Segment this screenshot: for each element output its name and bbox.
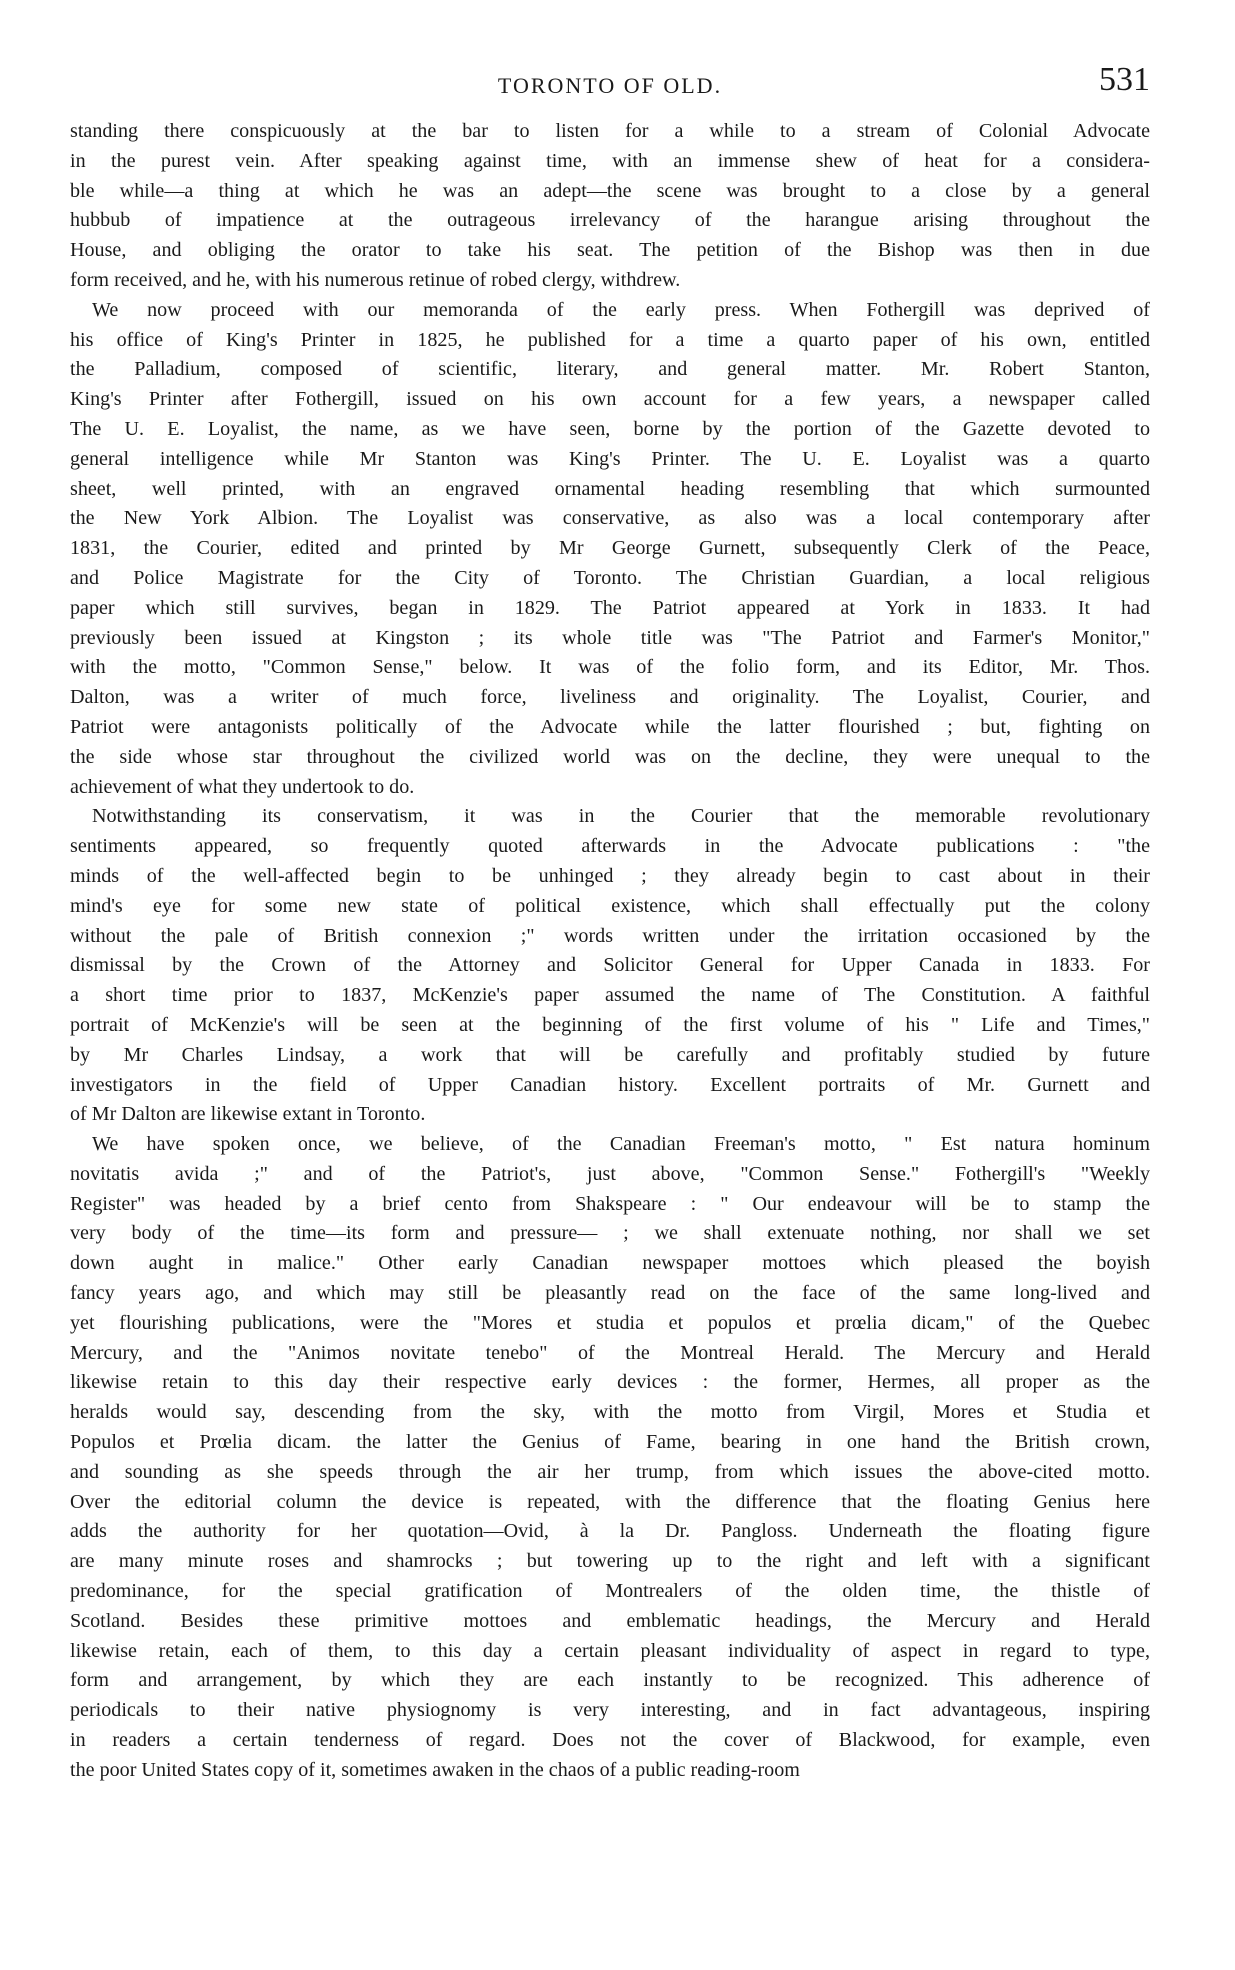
text-line: the side whose star throughout the civilized world was on the decline, they were unequal to the bbox=[70, 745, 1150, 768]
text-line: portrait of McKenzie's will be seen at the beginning of the first volume of his " Life and Times," bbox=[70, 1013, 1150, 1036]
text-line: form received, and he, with his numerous retinue of robed clergy, withdrew. bbox=[70, 268, 681, 291]
text-line: yet flourishing publications, were the "Mores et studia et populos et prœlia dicam," of the Quebec bbox=[70, 1311, 1150, 1334]
text-line: King's Printer after Fothergill, issued on his own account for a few years, a newspaper called bbox=[70, 388, 1150, 411]
text-line: paper which still survives, began in 1829. The Patriot appeared at York in 1833. It had bbox=[70, 596, 1150, 619]
body-text bbox=[70, 117, 1150, 1786]
text-line: form and arrangement, by which they are each instantly to be recognized. This adherence of bbox=[70, 1669, 1150, 1692]
text-line: hubbub of impatience at the outrageous irrelevancy of the harangue arising throughout the bbox=[70, 209, 1150, 232]
text-line: Register" was headed by a brief cento from Shakspeare : " Our endeavour will be to stamp the bbox=[70, 1192, 1150, 1215]
text-line: House, and obliging the orator to take his seat. The petition of the Bishop was then in due bbox=[70, 239, 1150, 262]
text-line: mind's eye for some new state of political existence, which shall effectually put the colony bbox=[70, 894, 1150, 917]
paragraph bbox=[70, 802, 1150, 1130]
text-line: dismissal by the Crown of the Attorney and Solicitor General for Upper Canada in 1833. For bbox=[70, 954, 1150, 977]
text-line: Mercury, and the "Animos novitate tenebo" of the Montreal Herald. The Mercury and Herald bbox=[70, 1341, 1150, 1364]
text-line: We now proceed with our memoranda of the early press. When Fothergill was deprived of bbox=[92, 298, 1150, 321]
text-line: without the pale of British connexion ;" words written under the irritation occasioned by the bbox=[70, 924, 1150, 947]
text-line: ble while—a thing at which he was an adept—the scene was brought to a close by a general bbox=[70, 179, 1150, 202]
text-line: fancy years ago, and which may still be pleasantly read on the face of the same long-lived and bbox=[70, 1282, 1150, 1305]
text-line: investigators in the field of Upper Canadian history. Excellent portraits of Mr. Gurnett and bbox=[70, 1073, 1150, 1096]
text-line: with the motto, "Common Sense," below. It was of the folio form, and its Editor, Mr. Thos. bbox=[70, 656, 1150, 679]
text-line: sentiments appeared, so frequently quoted afterwards in the Advocate publications : "the bbox=[70, 835, 1150, 858]
text-line: general intelligence while Mr Stanton was King's Printer. The U. E. Loyalist was a quarto bbox=[70, 447, 1150, 470]
text-line: a short time prior to 1837, McKenzie's paper assumed the name of The Constitution. A faithful bbox=[70, 984, 1150, 1007]
text-line: standing there conspicuously at the bar to listen for a while to a stream of Colonial Advocate bbox=[70, 120, 1150, 142]
text-line: sheet, well printed, with an engraved ornamental heading resembling that which surmounted bbox=[70, 477, 1150, 500]
document-page bbox=[70, 55, 1150, 1786]
text-line: We have spoken once, we believe, of the Canadian Freeman's motto, " Est natura hominum bbox=[92, 1133, 1150, 1156]
page-number: 531 bbox=[1099, 61, 1150, 98]
text-line: in readers a certain tenderness of regard. Does not the cover of Blackwood, for example, even bbox=[70, 1729, 1150, 1752]
text-line: the New York Albion. The Loyalist was conservative, as also was a local contemporary after bbox=[70, 507, 1150, 530]
text-line: previously been issued at Kingston ; its whole title was "The Patriot and Farmer's Monitor," bbox=[70, 626, 1150, 649]
text-line: Notwithstanding its conservatism, it was in the Courier that the memorable revolutionary bbox=[92, 805, 1150, 828]
text-line: adds the authority for her quotation—Ovid, à la Dr. Pangloss. Underneath the floating figure bbox=[70, 1520, 1150, 1543]
text-line: 1831, the Courier, edited and printed by Mr George Gurnett, subsequently Clerk of the Peace, bbox=[70, 537, 1150, 560]
text-line: likewise retain, each of them, to this day a certain pleasant individuality of aspect in regard to type, bbox=[70, 1639, 1150, 1662]
page-header bbox=[70, 55, 1150, 105]
text-line: down aught in malice." Other early Canadian newspaper mottoes which pleased the boyish bbox=[70, 1252, 1150, 1275]
text-line: The U. E. Loyalist, the name, as we have seen, borne by the portion of the Gazette devoted to bbox=[70, 417, 1150, 440]
text-line: novitatis avida ;" and of the Patriot's, just above, "Common Sense." Fothergill's "Weekly bbox=[70, 1162, 1150, 1185]
text-line: by Mr Charles Lindsay, a work that will be carefully and profitably studied by future bbox=[70, 1043, 1150, 1066]
text-line: heralds would say, descending from the sky, with the motto from Virgil, Mores et Studia et bbox=[70, 1401, 1150, 1424]
text-line: in the purest vein. After speaking against time, with an immense shew of heat for a considera- bbox=[70, 149, 1150, 172]
text-line: the poor United States copy of it, sometimes awaken in the chaos of a public reading-room bbox=[70, 1758, 800, 1781]
text-line: of Mr Dalton are likewise extant in Toronto. bbox=[70, 1103, 426, 1126]
paragraph bbox=[70, 296, 1150, 803]
text-line: and sounding as she speeds through the air her trump, from which issues the above-cited motto. bbox=[70, 1460, 1150, 1483]
running-title: TORONTO OF OLD. bbox=[497, 73, 723, 98]
text-line: predominance, for the special gratification of Montrealers of the olden time, the thistle of bbox=[70, 1580, 1150, 1603]
text-line: his office of King's Printer in 1825, he published for a time a quarto paper of his own, entitled bbox=[70, 328, 1150, 351]
text-line: very body of the time—its form and pressure— ; we shall extenuate nothing, nor shall we set bbox=[70, 1222, 1150, 1245]
paragraph bbox=[70, 1130, 1150, 1786]
text-line: periodicals to their native physiognomy is very interesting, and in fact advantageous, inspiring bbox=[70, 1699, 1150, 1722]
text-line: the Palladium, composed of scientific, literary, and general matter. Mr. Robert Stanton, bbox=[70, 358, 1150, 381]
text-line: Patriot were antagonists politically of the Advocate while the latter flourished ; but, fighting on bbox=[70, 715, 1150, 738]
text-line: and Police Magistrate for the City of Toronto. The Christian Guardian, a local religious bbox=[70, 566, 1150, 589]
text-line: Scotland. Besides these primitive mottoes and emblematic headings, the Mercury and Herald bbox=[70, 1609, 1150, 1632]
text-line: likewise retain to this day their respective early devices : the former, Hermes, all proper as the bbox=[70, 1371, 1150, 1394]
text-line: Over the editorial column the device is repeated, with the difference that the floating Genius here bbox=[70, 1490, 1150, 1513]
text-line: minds of the well-affected begin to be unhinged ; they already begin to cast about in their bbox=[70, 864, 1150, 887]
text-line: Populos et Prœlia dicam. the latter the Genius of Fame, bearing in one hand the British crown, bbox=[70, 1431, 1150, 1454]
paragraph bbox=[70, 117, 1150, 296]
text-line: are many minute roses and shamrocks ; but towering up to the right and left with a significant bbox=[70, 1550, 1150, 1573]
text-line: achievement of what they undertook to do. bbox=[70, 775, 415, 798]
text-line: Dalton, was a writer of much force, liveliness and originality. The Loyalist, Courier, and bbox=[70, 686, 1150, 709]
